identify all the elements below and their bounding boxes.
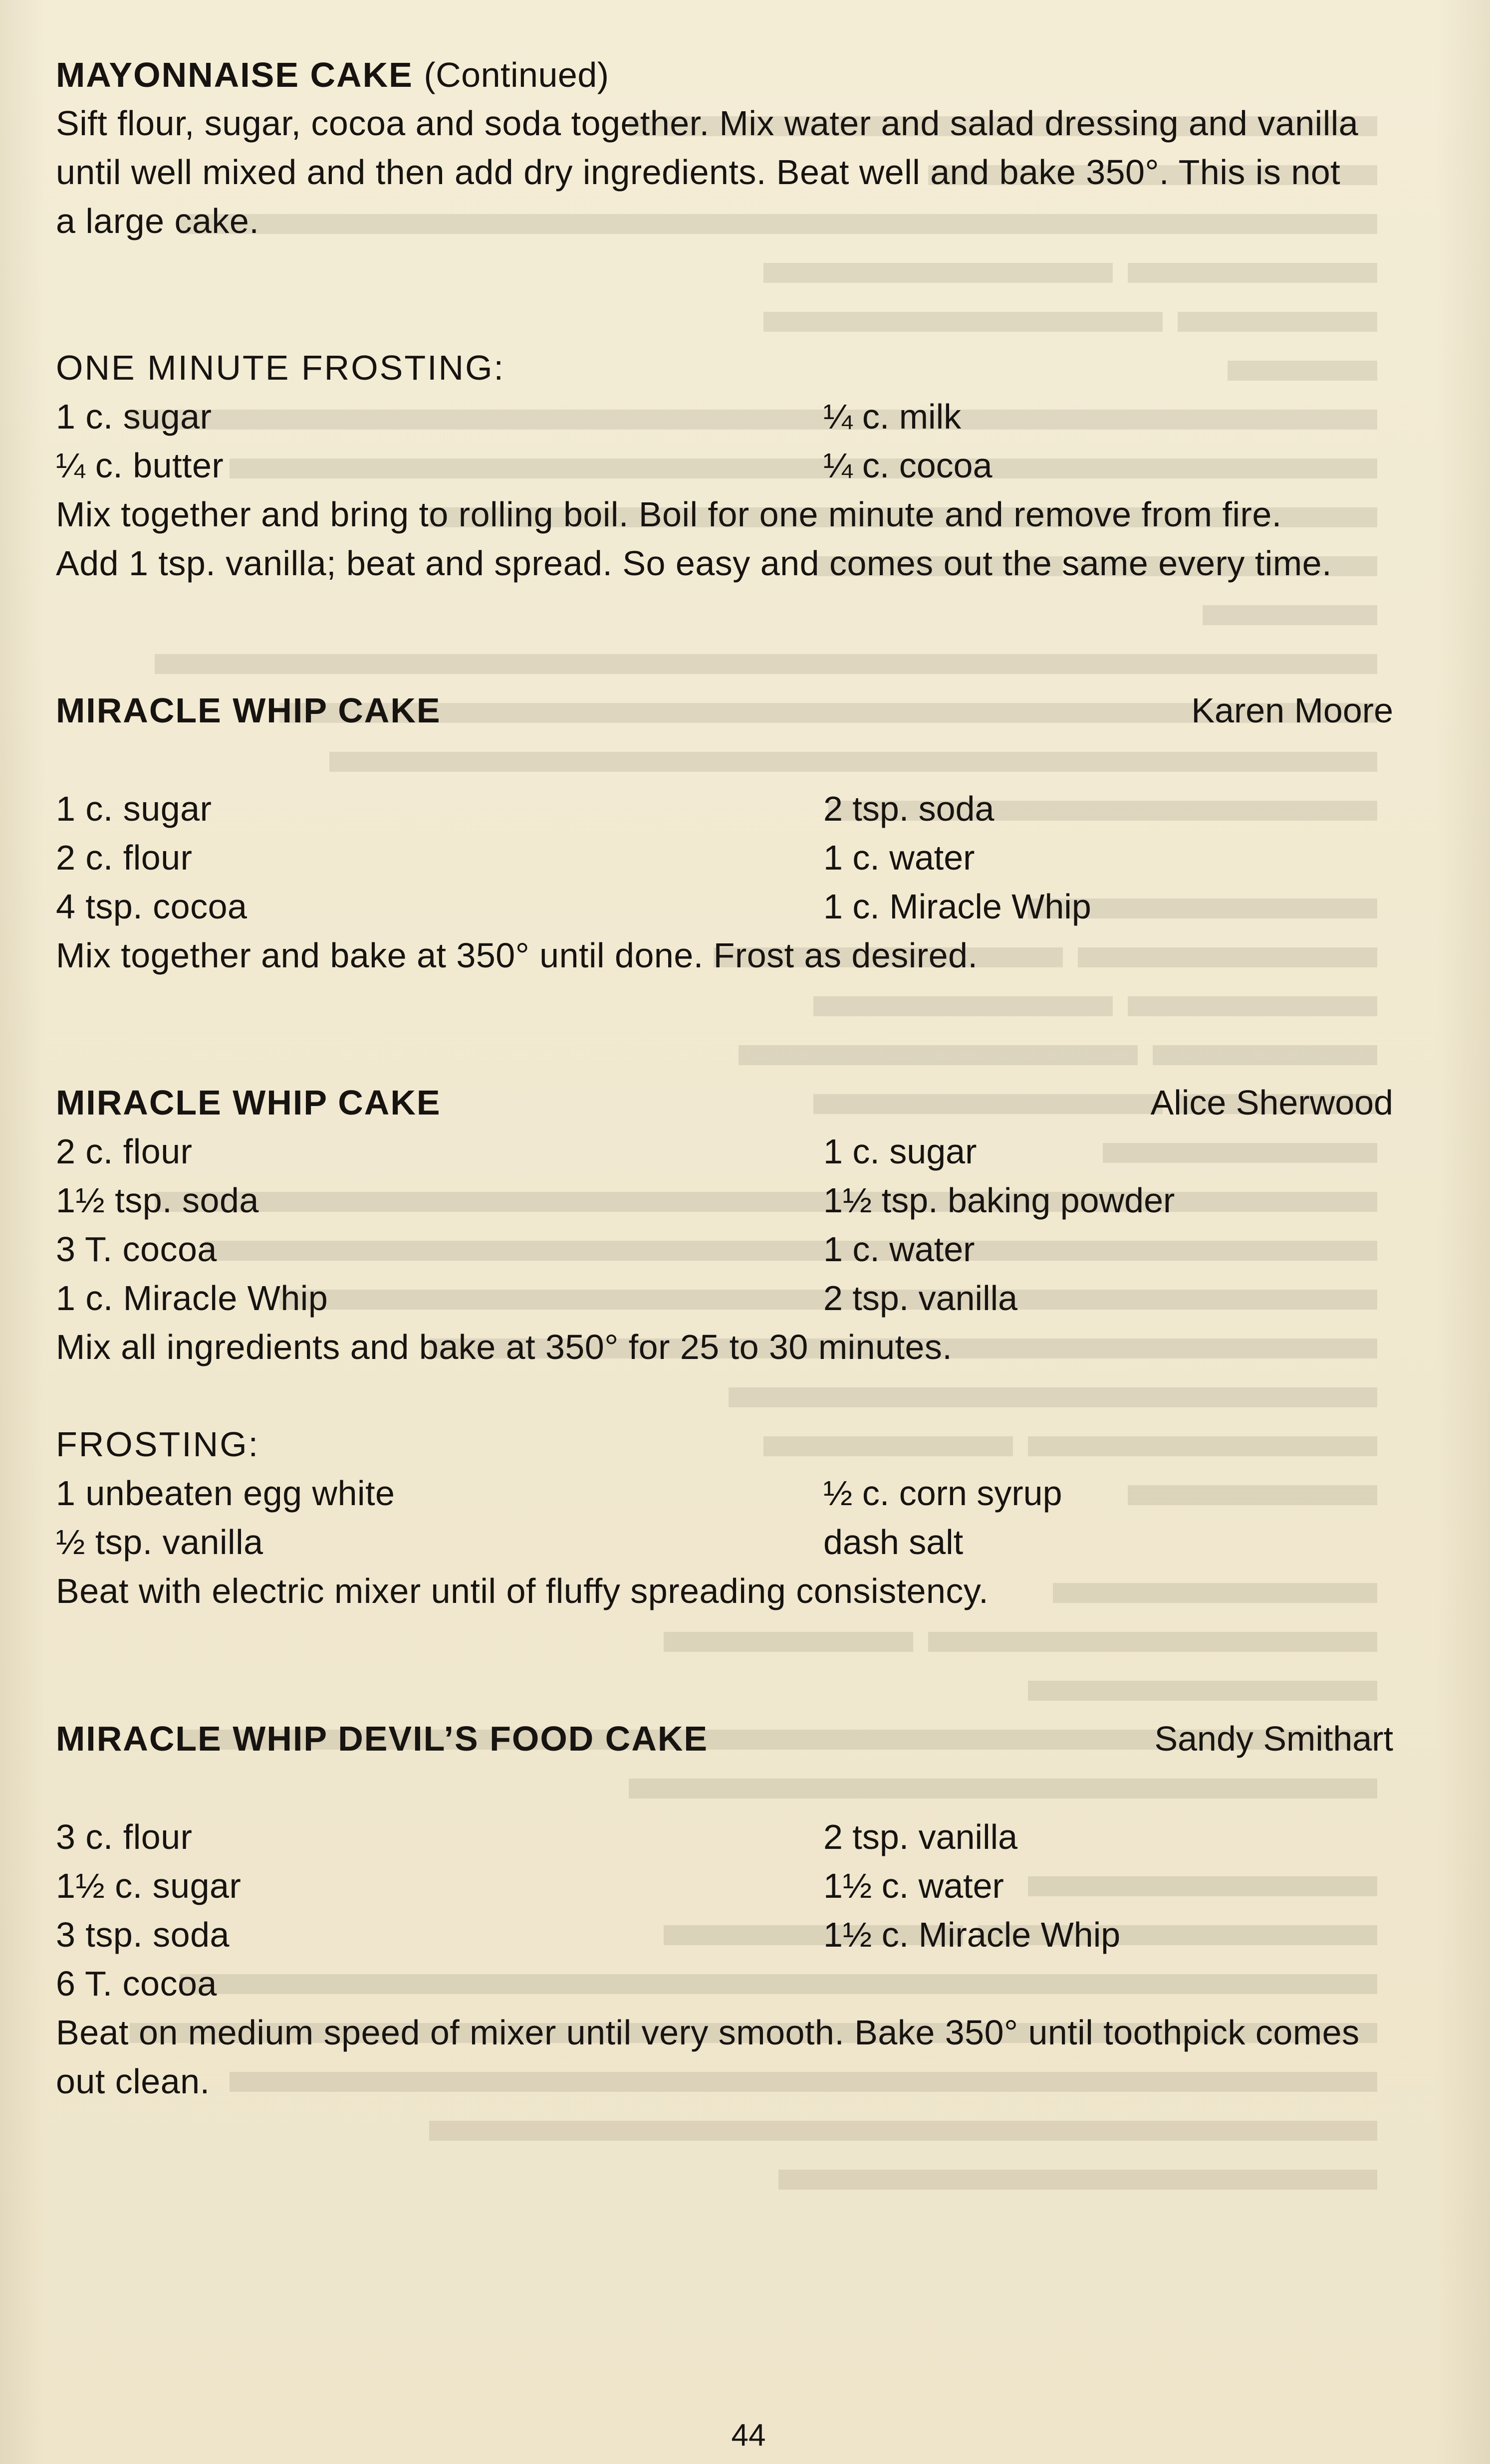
instruction-line: Mix together and bring to rolling boil. Boil for one minute and remove from fire. [56,495,1282,534]
ingredient-right: ¼ c. milk [823,397,962,436]
ingredient-right: 1½ tsp. baking powder [823,1181,1175,1220]
recipe-author: Alice Sherwood [1150,1083,1393,1122]
recipe-title-miracle-whip-sherwood: MIRACLE WHIP CAKE [56,1083,441,1122]
ingredient-right: 2 tsp. vanilla [823,1279,1018,1318]
instruction-line: until well mixed and then add dry ingredients. Beat well and bake 350°. This is not [56,153,1341,192]
ingredient-right: 2 tsp. vanilla [823,1817,1018,1856]
recipe-title-miracle-whip-moore: MIRACLE WHIP CAKE [56,691,441,730]
ingredient-right: ¼ c. cocoa [823,446,993,485]
ingredient-right: 1½ c. water [823,1866,1004,1905]
recipe-author: Sandy Smithart [1154,1719,1393,1758]
recipe-author: Karen Moore [1191,691,1393,730]
recipe-title-mayonnaise: MAYONNAISE CAKE (Continued) [56,55,609,94]
instruction-line: Mix all ingredients and bake at 350° for 25 to 30 minutes. [56,1328,953,1366]
instruction-line: out clean. [56,2062,210,2101]
instruction-line: Beat on medium speed of mixer until very smooth. Bake 350° until toothpick comes [56,2013,1360,2052]
ingredient-left: 4 tsp. cocoa [56,887,248,926]
ingredient-left: 2 c. flour [56,838,193,877]
frosting-title: FROSTING: [56,1425,260,1464]
ingredient-right: 2 tsp. soda [823,789,994,828]
instruction-line: a large cake. [56,202,259,240]
ingredient-left: 3 c. flour [56,1817,193,1856]
ingredient-right: ½ c. corn syrup [823,1474,1062,1513]
ingredient-left: 3 tsp. soda [56,1915,230,1954]
ingredient-left: 2 c. flour [56,1132,193,1171]
ingredient-right: 1 c. Miracle Whip [823,887,1091,926]
ingredient-left: 3 T. cocoa [56,1230,217,1269]
ingredient-right: 1½ c. Miracle Whip [823,1915,1121,1954]
recipe-title-devils-food: MIRACLE WHIP DEVIL’S FOOD CAKE [56,1719,709,1758]
ingredient-right: dash salt [823,1523,964,1562]
ingredient-left: 6 T. cocoa [56,1964,217,2003]
ingredient-left: ½ tsp. vanilla [56,1523,263,1562]
ingredient-left: 1 unbeaten egg white [56,1474,395,1513]
instruction-line: Sift flour, sugar, cocoa and soda together. Mix water and salad dressing and vanilla [56,104,1359,143]
ingredient-left: 1 c. sugar [56,397,212,436]
continued-label: (Continued) [424,55,609,94]
page-number: 44 [731,2418,766,2453]
instruction-line: Beat with electric mixer until of fluffy spreading consistency. [56,1571,989,1610]
ingredient-left: ¼ c. butter [56,446,224,485]
ingredient-right: 1 c. water [823,838,975,877]
instruction-line: Mix together and bake at 350° until done. Frost as desired. [56,936,978,975]
instruction-line: Add 1 tsp. vanilla; beat and spread. So easy and comes out the same every time. [56,544,1332,583]
ingredient-left: 1 c. Miracle Whip [56,1279,328,1318]
ingredient-left: 1½ tsp. soda [56,1181,259,1220]
ingredient-left: 1 c. sugar [56,789,212,828]
frosting-title: ONE MINUTE FROSTING: [56,348,505,387]
ingredient-right: 1 c. water [823,1230,975,1269]
ingredient-right: 1 c. sugar [823,1132,977,1171]
ingredient-left: 1½ c. sugar [56,1866,242,1905]
